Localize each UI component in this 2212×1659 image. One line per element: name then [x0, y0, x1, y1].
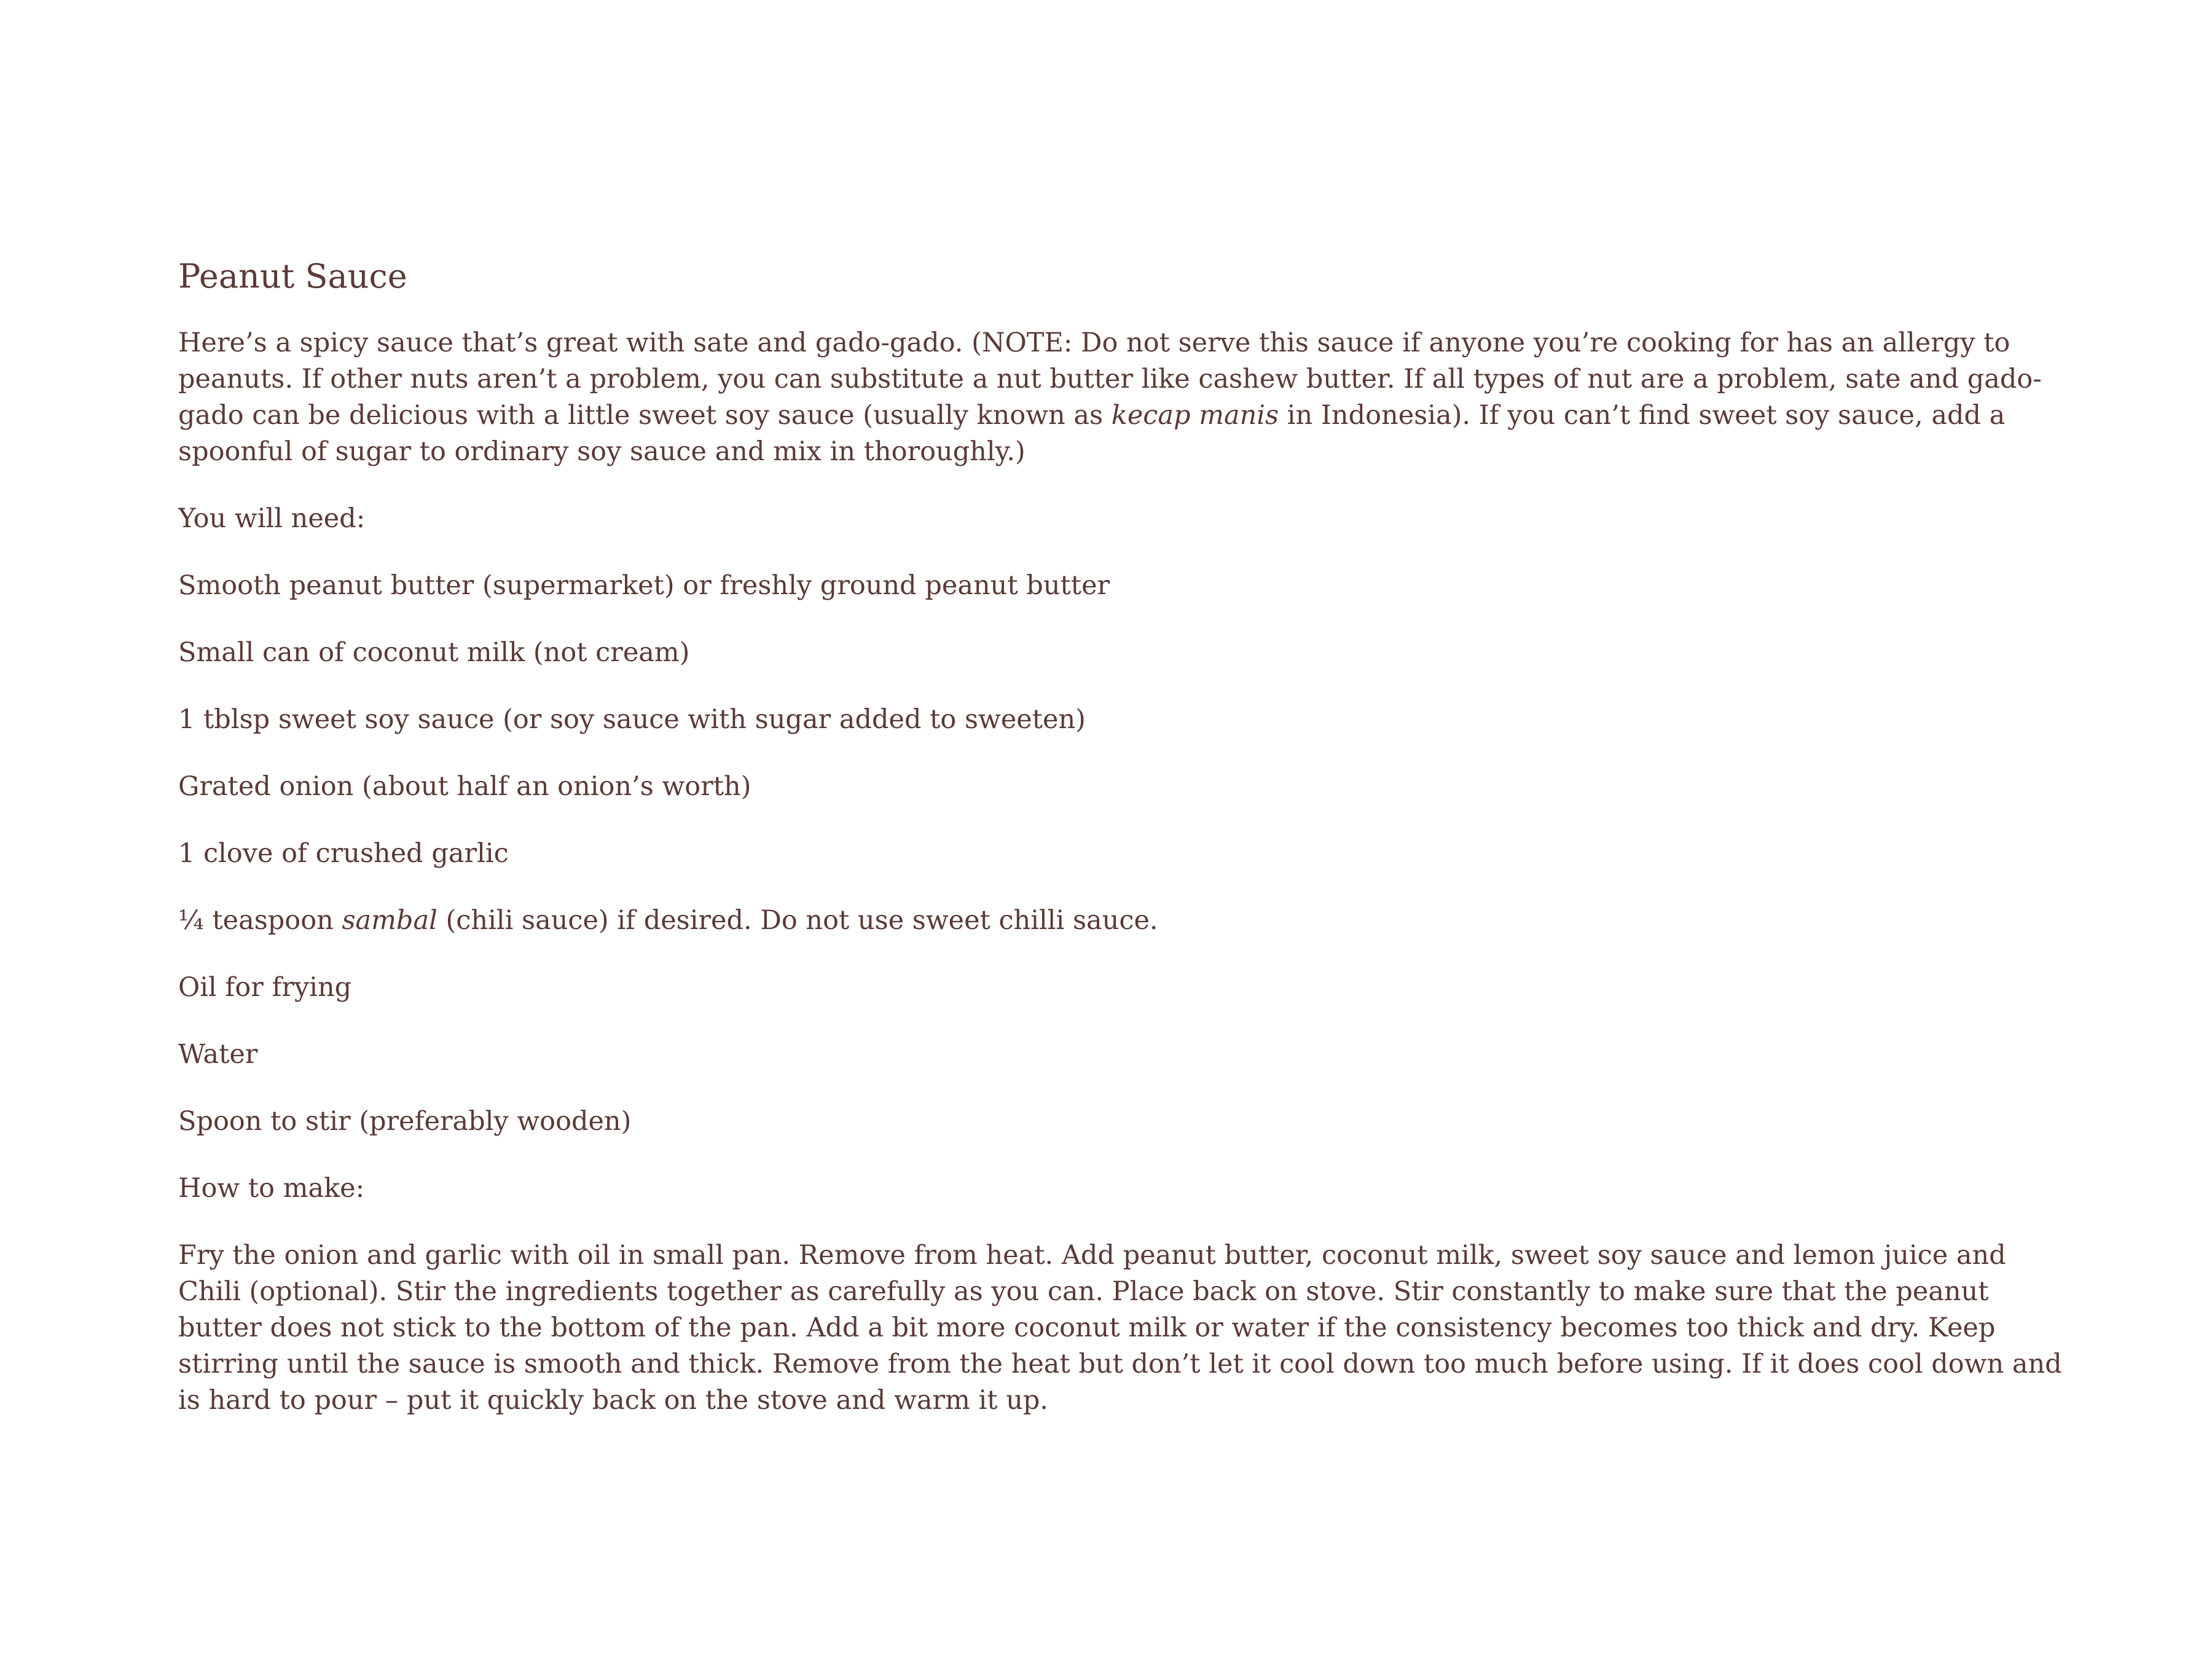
ingredient-item: 1 tblsp sweet soy sauce (or soy sauce with sugar added to sweeten) [178, 704, 1086, 735]
needs-heading: You will need: [178, 503, 366, 534]
method-paragraph: Fry the onion and garlic with oil in small pan. Remove from heat. Add peanut butter, coconut milk, sweet soy sauce and lemon juice and Chili (optional). Stir the ingredients together as carefully as you can. Place back on stove. Stir constantly to make sure that the peanut butter does not stick to the bottom of the pan. Add a bit more coconut milk or water if the consistency becomes too thick and dry. Keep stirring until the sauce is smooth and thick. Remove from the heat but don’t let it cool down too much before using. If it does cool down and is hard to pour – put it quickly back on the stove and warm it up. [178, 1240, 2062, 1416]
sambal-italic-term: sambal [342, 905, 437, 936]
ingredient-item-sambal [178, 903, 2071, 939]
intro-text-end: in Indonesia). If you can’t find sweet soy sauce, add a spoonful of sugar to ordinary soy sauce and mix in thoroughly.) [178, 400, 2006, 467]
ingredient-item: Grated onion (about half an onion’s worth) [178, 771, 751, 802]
ingredient-item: Small can of coconut milk (not cream) [178, 637, 690, 668]
ingredient-item: Water [178, 1039, 258, 1070]
sambal-text-start: ¼ teaspoon [178, 905, 342, 936]
ingredient-item: Spoon to stir (preferably wooden) [178, 1106, 632, 1137]
page-title: Peanut Sauce [178, 257, 407, 296]
ingredient-item: Oil for frying [178, 972, 352, 1003]
sambal-text-end: (chili sauce) if desired. Do not use sweet chilli sauce. [437, 905, 1158, 936]
ingredient-item: Smooth peanut butter (supermarket) or freshly ground peanut butter [178, 570, 1110, 601]
intro-paragraph [178, 325, 2071, 470]
intro-italic-term: kecap manis [1111, 400, 1279, 431]
recipe-page [178, 255, 2071, 1449]
ingredient-item: 1 clove of crushed garlic [178, 838, 509, 869]
intro-text-start: Here’s a spicy sauce that’s great with sate and gado-gado. (NOTE: Do not serve this sauce if anyone you’re cooking for has an allergy to peanuts. If other nuts aren’t a problem, you can substitute a nut butter like cashew butter. If all types of nut are a problem, sate and gado-gado can be delicious with a little sweet soy sauce (usually known as [178, 327, 2042, 431]
method-heading: How to make: [178, 1173, 365, 1204]
